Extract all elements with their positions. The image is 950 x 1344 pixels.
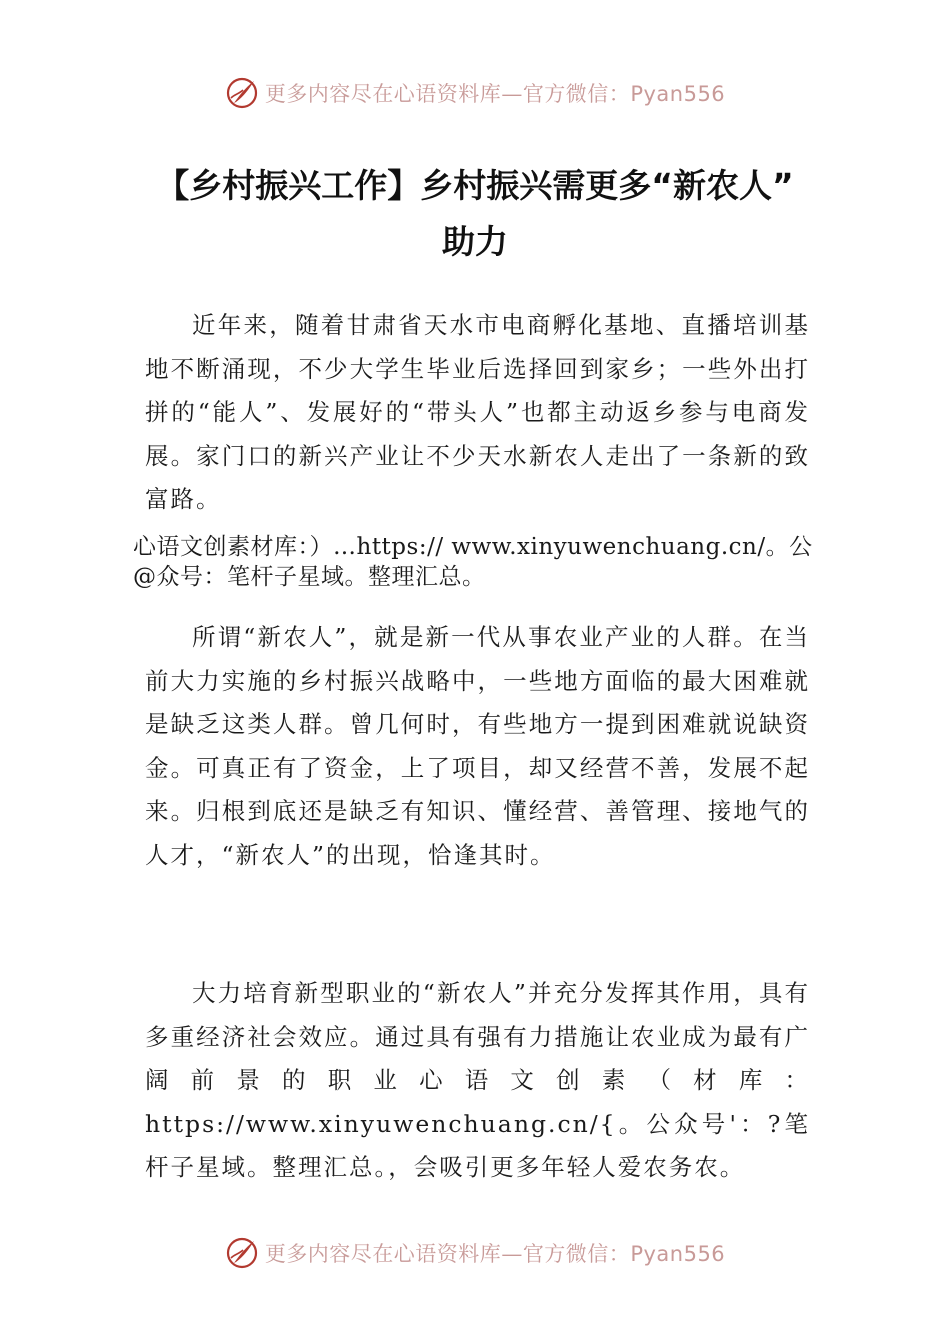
footer-banner (0, 1228, 950, 1278)
header-banner (0, 68, 950, 118)
paragraph-3: 大力培育新型职业的“新农人”并充分发挥其作用，具有多重经济社会效应。通过具有强有力措施让农业成为最有广阔前景的职业心语文创素（材库：https://www.xinyuwenchuang.cn/{。公众号'：?笔杆子星域。整理汇总。，会吸引更多年轻人爱农务农。 (145, 979, 810, 1181)
title-line-1: 【乡村振兴工作】乡村振兴需更多“新农人” (156, 166, 794, 205)
paragraph-1: 近年来，随着甘肃省天水市电商孵化基地、直播培训基地不断涌现，不少大学生毕业后选择回到家乡；一些外出打拼的“能人”、发展好的“带头人”也都主动返乡参与电商发展。家门口的新兴产业让不少天水新农人走出了一条新的致富路。 (145, 311, 810, 513)
banner-wechat-id: Pyan556 (630, 1242, 726, 1266)
banner-main-text: 更多内容尽在心语资料库 (264, 1242, 502, 1266)
banner-wechat-label: 官方微信： (522, 1242, 631, 1266)
paragraph-2: 所谓“新农人”，就是新一代从事农业产业的人群。在当前大力实施的乡村振兴战略中，一些地方面临的最大困难就是缺乏这类人群。曾几何时，有些地方一提到困难就说缺资金。可真正有了资金，上了项目，却又经营不善，发展不起来。归根到底还是缺乏有知识、懂经营、善管理、接地气的人才，“新农人”的出现，恰逢其时。 (145, 623, 810, 869)
title-line-2: 助力 (442, 222, 508, 261)
watermark-note: 心语文创素材库：）…https:// www.xinyuwenchuang.cn/。公@众号：笔杆子星域。整理汇总。 (133, 534, 813, 590)
banner-separator: — (501, 1242, 523, 1266)
banner-wechat-label: 官方微信： (522, 82, 631, 106)
banner-separator: — (501, 82, 523, 106)
quill-pen-logo-icon (225, 76, 259, 110)
quill-pen-logo-icon (225, 1236, 259, 1270)
banner-main-text: 更多内容尽在心语资料库 (264, 82, 502, 106)
banner-wechat-id: Pyan556 (630, 82, 726, 106)
document-title (100, 158, 850, 270)
